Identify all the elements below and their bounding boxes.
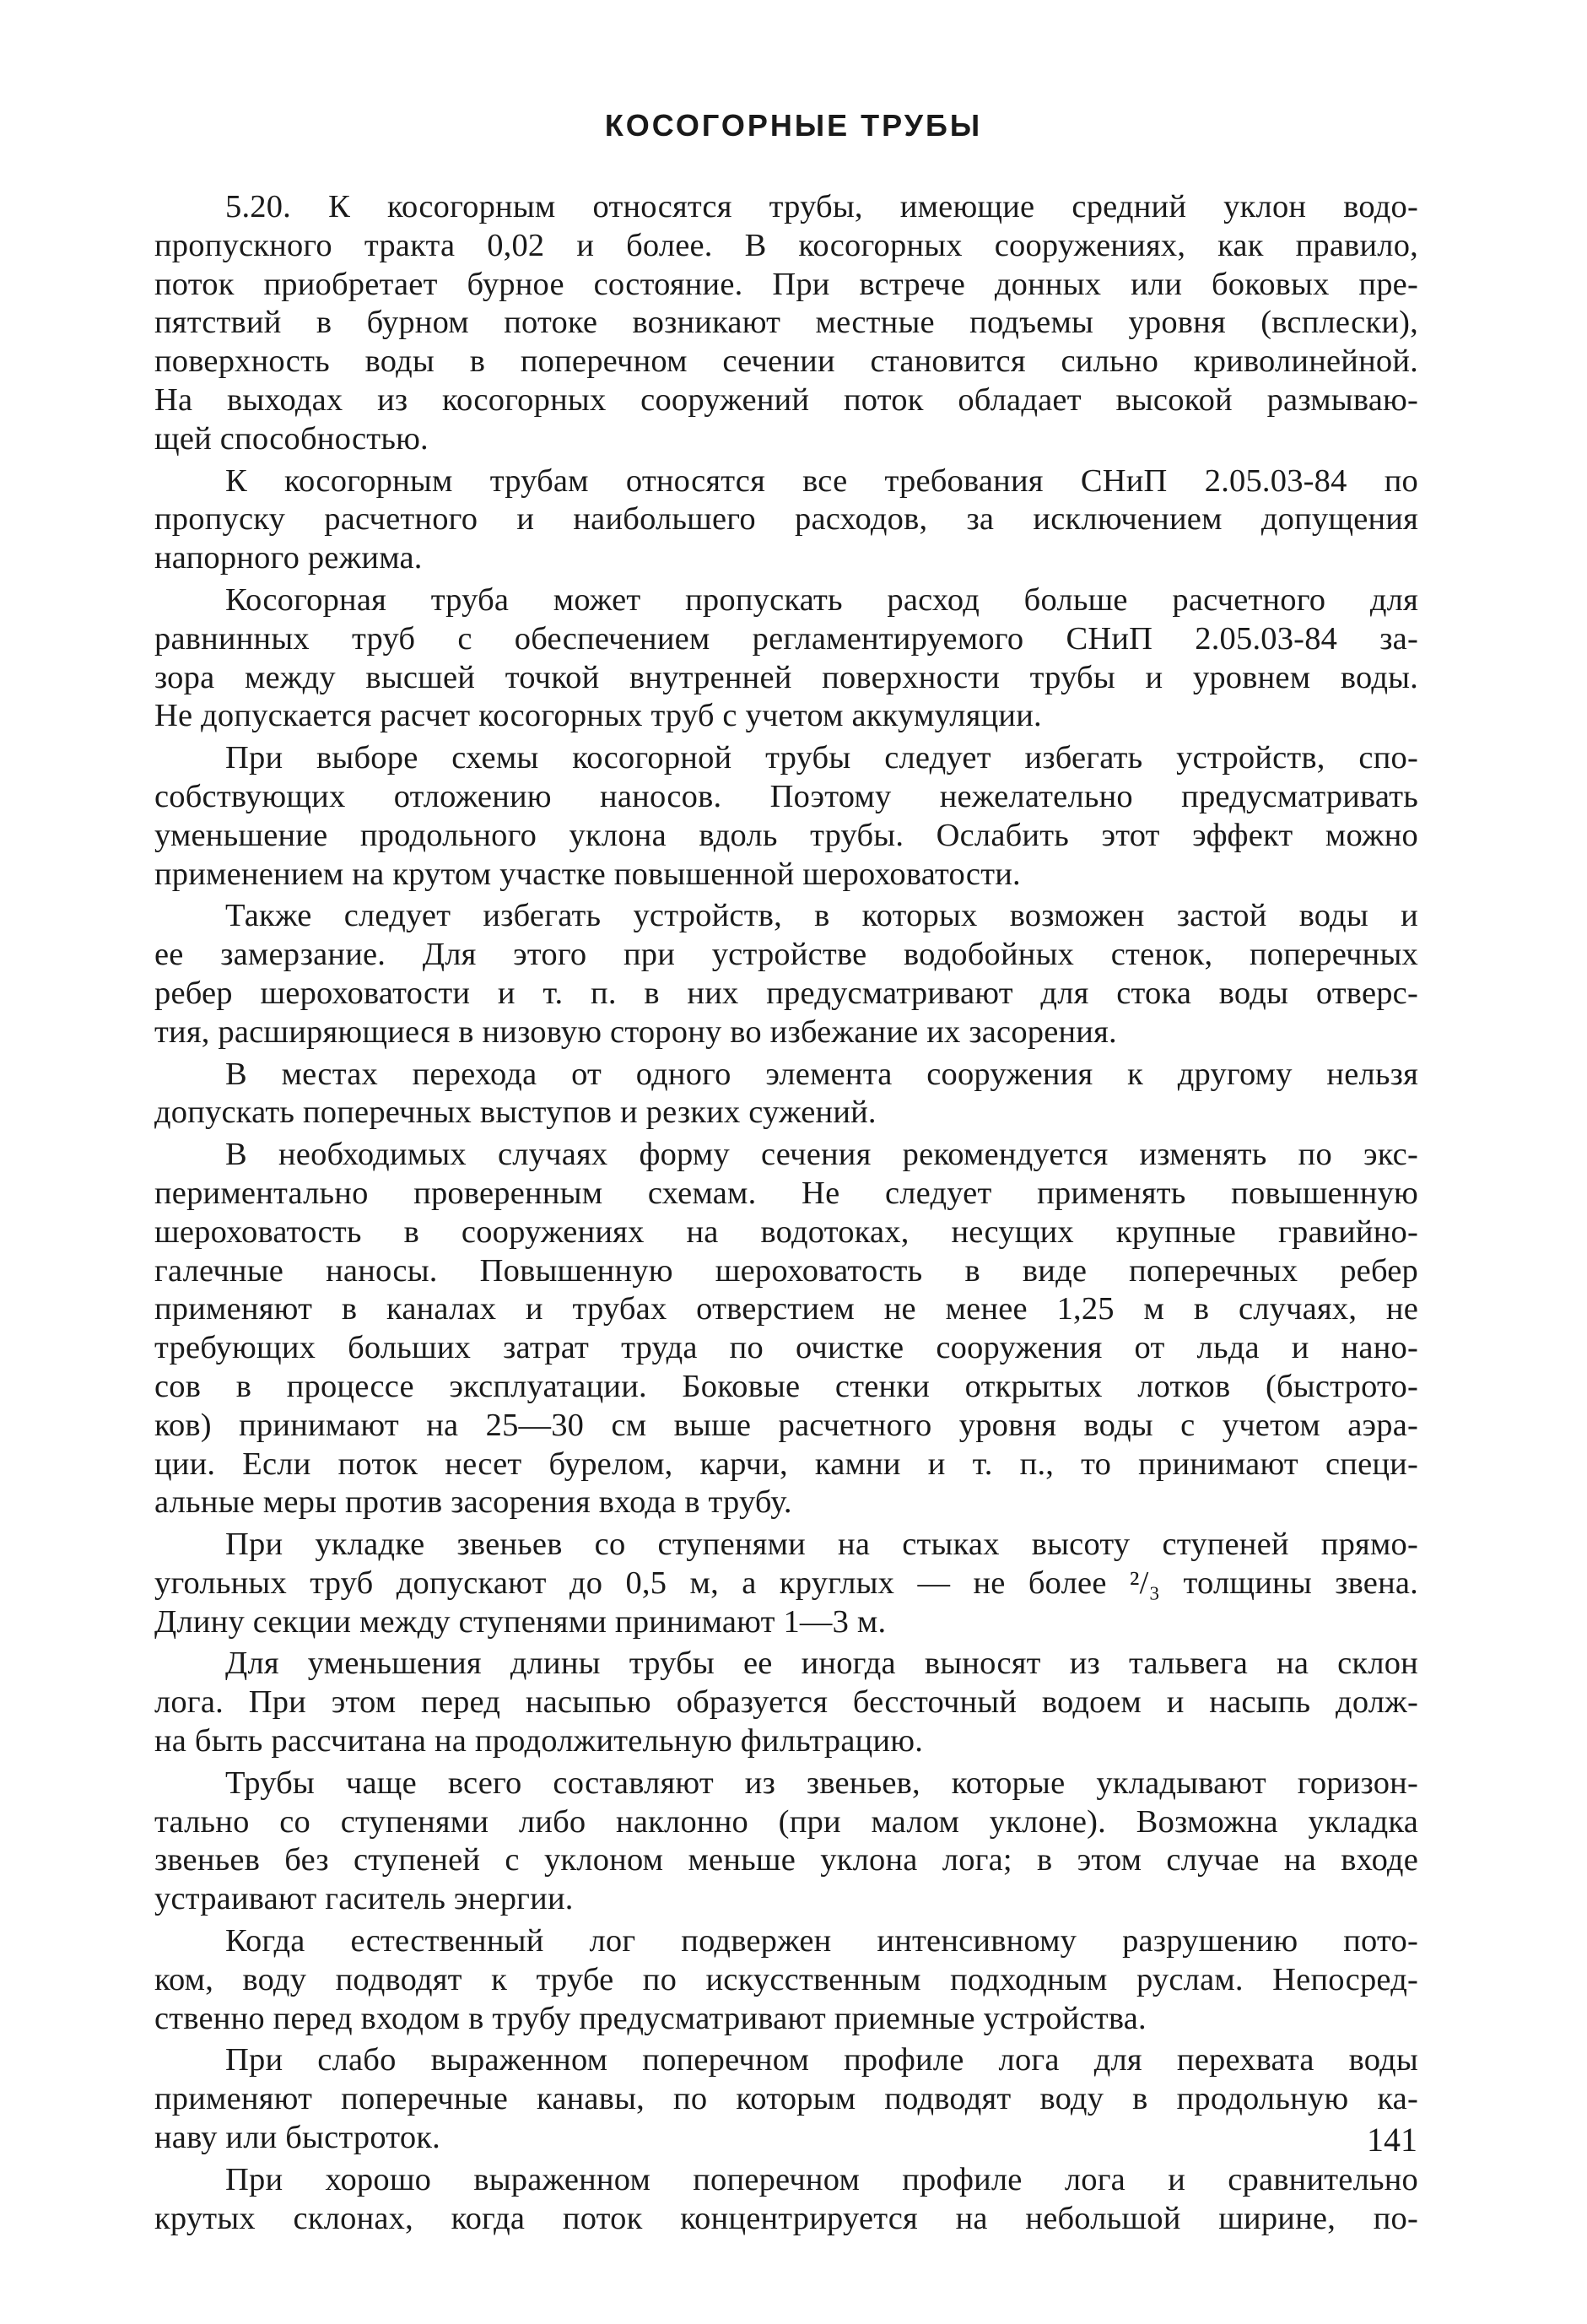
text-line: периментально проверенным схемам. Не следует применять повышенную (154, 1175, 1418, 1211)
text-line: Трубы чаще всего составляют из звеньев, которые укладывают горизон- (225, 1765, 1418, 1801)
paragraph (154, 188, 1418, 459)
text-line: На выходах из косогорных сооружений поток обладает высокой размываю- (154, 381, 1418, 418)
text-line: щей способностью. (154, 420, 429, 457)
text-line: зора между высшей точкой внутренней поверхности трубы и уровнем воды. (154, 659, 1418, 695)
text-line: применяют поперечные канавы, по которым подводят воду в продольную ка- (154, 2081, 1418, 2117)
section-heading: КОСОГОРНЫЕ ТРУБЫ (604, 108, 983, 143)
text-line: В необходимых случаях форму сечения рекомендуется изменять по экс- (225, 1137, 1418, 1173)
text-line: уменьшение продольного уклона вдоль трубы. Ослабить этот эффект можно (154, 817, 1418, 853)
text-line: лога. При этом перед насыпью образуется бессточный водоем и насыпь долж- (154, 1684, 1418, 1721)
text-line: на быть рассчитана на продолжительную фильтрацию. (154, 1723, 924, 1759)
text-line: допускать поперечных выступов и резких сужений. (154, 1094, 877, 1131)
text-line: поверхность воды в поперечном сечении становится сильно криволинейной. (154, 343, 1418, 380)
paragraph (154, 1922, 1418, 2038)
text-line: Косогорная труба может пропускать расход больше расчетного для (225, 581, 1418, 618)
text-line: равнинных труб с обеспечением регламентируемого СНиП 2.05.03-84 за- (154, 620, 1418, 657)
paragraph (154, 1056, 1418, 1133)
text-line: тия, расширяющиеся в низовую сторону во избежание их засорения. (154, 1013, 1117, 1050)
text-line: применяют в каналах и трубах отверстием не менее 1,25 м в случаях, не (154, 1291, 1418, 1327)
paragraph (154, 1645, 1418, 1760)
text-line: наву или быстроток. (154, 2120, 441, 2156)
text-line: пятствий в бурном потоке возникают местные подъемы уровня (всплески), (154, 305, 1418, 341)
text-line: альные меры против засорения входа в трубу. (154, 1484, 792, 1521)
paragraph (154, 2161, 1418, 2239)
paragraph (154, 1765, 1418, 1919)
text-line: угольных труб допускают до 0,5 м, а круглых — не более ²/₃ толщины звена. (154, 1565, 1418, 1601)
text-line: ребер шероховатости и т. п. в них предусматривают для стока воды отверс- (154, 975, 1418, 1011)
text-line: крутых склонах, когда поток концентрируется на небольшой ширине, по- (154, 2200, 1418, 2236)
text-line: ком, воду подводят к трубе по искусственным подходным руслам. Непосред- (154, 1961, 1418, 1997)
text-line: При выборе схемы косогорной трубы следует избегать устройств, спо- (225, 740, 1418, 776)
text-line: При укладке звеньев со ступенями на стыках высоту ступеней прямо- (225, 1527, 1418, 1563)
text-line: пропускного тракта 0,02 и более. В косогорных сооружениях, как правило, (154, 227, 1418, 263)
text-line: К косогорным трубам относятся все требования СНиП 2.05.03-84 по (225, 462, 1418, 499)
text-line: 5.20. К косогорным относятся трубы, имеющие средний уклон водо- (225, 189, 1418, 224)
paragraph (154, 2041, 1418, 2157)
paragraph (154, 897, 1418, 1051)
paragraph (154, 739, 1418, 894)
body-text (154, 188, 1418, 2241)
text-line: тально со ступенями либо наклонно (при малом уклоне). Возможна укладка (154, 1803, 1418, 1840)
text-line: Для уменьшения длины трубы ее иногда выносят из тальвега на склон (225, 1646, 1418, 1682)
text-line: При хорошо выраженном поперечном профиле лога и сравнительно (225, 2161, 1418, 2197)
text-line: ции. Если поток несет бурелом, карчи, камни и т. п., то принимают специ- (154, 1446, 1418, 1482)
text-line: пропуску расчетного и наибольшего расходов, за исключением допущения (154, 501, 1418, 538)
text-line: устраивают гаситель энергии. (154, 1881, 574, 1917)
page-number: 141 (1367, 2121, 1417, 2159)
text-line: поток приобретает бурное состояние. При встрече донных или боковых пре- (154, 266, 1418, 302)
paragraph (154, 1136, 1418, 1522)
text-line: ственно перед входом в трубу предусматривают приемные устройства. (154, 2000, 1147, 2036)
text-line: Длину секции между ступенями принимают 1—3 м. (154, 1603, 887, 1640)
text-line: требующих больших затрат труда по очистке сооружения от льда и нано- (154, 1330, 1418, 1366)
text-line: ее замерзание. Для этого при устройстве водобойных стенок, поперечных (154, 937, 1418, 973)
paragraph (154, 462, 1418, 578)
text-line: ков) принимают на 25—30 см выше расчетного уровня воды с учетом аэра- (154, 1407, 1418, 1443)
text-line: При слабо выраженном поперечном профиле лога для перехвата воды (225, 2042, 1418, 2078)
text-line: Когда естественный лог подвержен интенсивному разрушению пото- (225, 1923, 1418, 1959)
text-line: напорного режима. (154, 540, 423, 576)
text-line: В местах перехода от одного элемента сооружения к другому нельзя (225, 1056, 1418, 1092)
text-line: собствующих отложению наносов. Поэтому нежелательно предусматривать (154, 778, 1418, 814)
text-line: применением на крутом участке повышенной шероховатости. (154, 856, 1021, 892)
paragraph (154, 581, 1418, 736)
text-line: Также следует избегать устройств, в которых возможен застой воды и (225, 898, 1418, 934)
text-line: Не допускается расчет косогорных труб с учетом аккумуляции. (154, 698, 1042, 734)
text-line: шероховатость в сооружениях на водотоках, несущих крупные гравийно- (154, 1213, 1418, 1250)
text-line: звеньев без ступеней с уклоном меньше уклона лога; в этом случае на входе (154, 1842, 1418, 1878)
text-line: галечные наносы. Повышенную шероховатость в виде поперечных ребер (154, 1252, 1418, 1289)
text-line: сов в процессе эксплуатации. Боковые стенки открытых лотков (быстрото- (154, 1368, 1418, 1404)
paragraph (154, 1526, 1418, 1641)
